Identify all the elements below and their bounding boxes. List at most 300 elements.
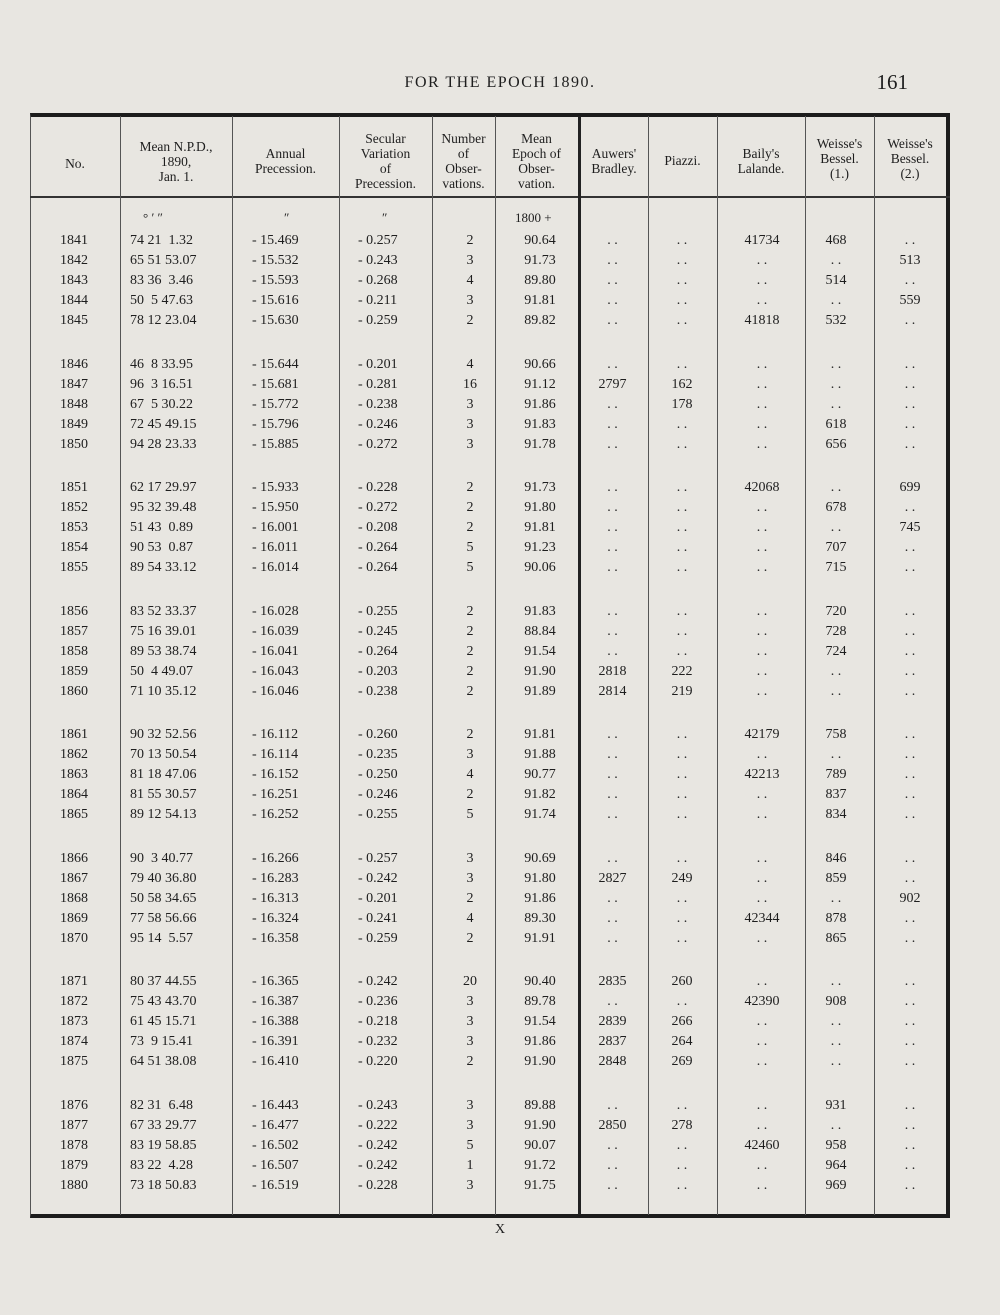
- bailys-lalande-ref: . .: [756, 623, 768, 639]
- weisse-bessel-1-ref: 656: [825, 436, 847, 452]
- weisse-bessel-2-ref: . .: [904, 1117, 916, 1133]
- col-header-bailys-lalande: Baily's Lalande.: [737, 146, 785, 176]
- number-of-observations: 2: [466, 480, 474, 495]
- mean-npd: 50 5 47.63: [130, 293, 193, 309]
- number-of-observations: 3: [466, 1177, 474, 1193]
- bailys-lalande-ref: . .: [756, 1034, 768, 1050]
- bailys-lalande-ref: . .: [756, 1177, 768, 1193]
- mean-npd: 77 58 56.66: [130, 910, 197, 926]
- auwers-bradley-ref: . .: [607, 396, 618, 412]
- piazzi-ref: . .: [676, 767, 688, 783]
- piazzi-ref: . .: [676, 1137, 688, 1153]
- number-of-observations: 3: [466, 416, 474, 432]
- star-number: 1868: [60, 890, 88, 906]
- col-header-number-obs: Number of Obser- vations.: [441, 131, 486, 191]
- secular-variation: - 0.242: [358, 1137, 398, 1153]
- weisse-bessel-2-ref: . .: [904, 787, 916, 803]
- mean-npd: 83 19 58.85: [130, 1137, 197, 1153]
- weisse-bessel-2-ref: . .: [904, 1097, 916, 1113]
- mean-npd: 75 43 43.70: [130, 994, 197, 1010]
- bailys-lalande-ref: . .: [756, 870, 768, 886]
- piazzi-ref: 278: [671, 1117, 693, 1133]
- annual-precession: - 16.410: [252, 1054, 299, 1070]
- number-of-observations: 2: [466, 643, 474, 659]
- secular-variation: - 0.272: [358, 436, 398, 452]
- bailys-lalande-ref: . .: [756, 1117, 768, 1133]
- weisse-bessel-1-ref: 715: [825, 560, 847, 576]
- star-number: 1880: [60, 1177, 88, 1193]
- column-divider: [578, 116, 581, 1215]
- number-of-observations: 2: [466, 313, 474, 329]
- mean-npd: 46 8 33.95: [130, 356, 193, 372]
- secular-variation: - 0.243: [358, 253, 398, 269]
- annual-precession: - 15.616: [252, 293, 299, 309]
- secular-variation: - 0.255: [358, 603, 398, 619]
- secular-variation: - 0.241: [358, 910, 398, 926]
- bailys-lalande-ref: . .: [756, 500, 768, 516]
- star-number: 1841: [60, 233, 88, 248]
- mean-epoch: 91.72: [524, 1157, 556, 1173]
- bailys-lalande-ref: . .: [756, 540, 768, 556]
- number-of-observations: 2: [466, 1054, 474, 1070]
- number-of-observations: 3: [466, 1097, 474, 1113]
- weisse-bessel-1-ref: . .: [830, 356, 842, 372]
- weisse-bessel-2-ref: . .: [904, 930, 916, 946]
- weisse-bessel-2-ref: . .: [904, 603, 916, 619]
- weisse-bessel-1-ref: 707: [825, 540, 847, 556]
- secular-variation: - 0.281: [358, 376, 398, 392]
- weisse-bessel-2-ref: . .: [904, 910, 916, 926]
- secular-variation: - 0.242: [358, 974, 398, 989]
- auwers-bradley-ref: 2835: [598, 974, 627, 989]
- mean-npd: 79 40 36.80: [130, 870, 197, 886]
- auwers-bradley-ref: . .: [607, 643, 618, 659]
- weisse-bessel-1-ref: . .: [830, 1054, 842, 1070]
- auwers-bradley-ref: . .: [607, 313, 618, 329]
- number-of-observations: 2: [466, 930, 474, 946]
- number-of-observations: 3: [466, 293, 474, 309]
- piazzi-ref: . .: [676, 603, 688, 619]
- auwers-bradley-ref: . .: [607, 603, 618, 619]
- star-number: 1860: [60, 683, 88, 699]
- col-header-weisse-bessel-1: Weisse's Bessel. (1.): [816, 136, 863, 181]
- star-number: 1870: [60, 930, 88, 946]
- mean-npd: 50 4 49.07: [130, 663, 193, 679]
- col-header-weisse-bessel-2: Weisse's Bessel. (2.): [887, 136, 933, 181]
- mean-epoch: 90.66: [524, 356, 556, 372]
- weisse-bessel-2-ref: . .: [904, 313, 916, 329]
- weisse-bessel-2-ref: . .: [904, 747, 916, 763]
- star-number: 1845: [60, 313, 88, 329]
- weisse-bessel-2-ref: . .: [904, 1137, 916, 1153]
- secular-variation: - 0.203: [358, 663, 398, 679]
- bailys-lalande-ref: . .: [756, 520, 768, 536]
- secular-variation: - 0.208: [358, 520, 398, 536]
- weisse-bessel-2-ref: . .: [904, 1054, 916, 1070]
- mean-npd: 74 21 1.32: [130, 233, 193, 248]
- mean-epoch: 89.88: [524, 1097, 556, 1113]
- weisse-bessel-2-ref: . .: [904, 273, 916, 289]
- star-number: 1863: [60, 767, 88, 783]
- secular-variation: - 0.260: [358, 727, 398, 742]
- weisse-bessel-2-ref: . .: [904, 623, 916, 639]
- annual-precession: - 15.644: [252, 356, 299, 372]
- auwers-bradley-ref: . .: [607, 520, 618, 536]
- number-of-observations: 3: [466, 436, 474, 452]
- number-of-observations: 4: [466, 910, 474, 926]
- signature-mark: X: [494, 1222, 506, 1237]
- star-number: 1853: [60, 520, 88, 536]
- mean-epoch: 91.83: [524, 603, 556, 619]
- secular-variation: - 0.242: [358, 870, 398, 886]
- mean-epoch: 91.73: [524, 253, 556, 269]
- annual-precession: - 16.358: [252, 930, 299, 946]
- number-of-observations: 2: [466, 233, 474, 248]
- star-number: 1874: [60, 1034, 88, 1050]
- bailys-lalande-ref: . .: [756, 396, 768, 412]
- piazzi-ref: . .: [676, 727, 688, 742]
- weisse-bessel-1-ref: 514: [825, 273, 847, 289]
- auwers-bradley-ref: . .: [607, 994, 618, 1010]
- mean-npd: 96 3 16.51: [130, 376, 193, 392]
- mean-npd: 64 51 38.08: [130, 1054, 197, 1070]
- weisse-bessel-1-ref: 964: [825, 1157, 847, 1173]
- bailys-lalande-ref: . .: [756, 253, 768, 269]
- annual-precession: - 16.283: [252, 870, 299, 886]
- auwers-bradley-ref: 2827: [598, 870, 627, 886]
- mean-epoch: 90.06: [524, 560, 556, 576]
- piazzi-ref: . .: [676, 850, 688, 866]
- star-number: 1872: [60, 994, 88, 1010]
- mean-epoch: 91.82: [524, 787, 556, 803]
- annual-precession: - 16.043: [252, 663, 299, 679]
- mean-epoch: 91.86: [524, 890, 556, 906]
- star-number: 1843: [60, 273, 88, 289]
- secular-variation: - 0.268: [358, 273, 398, 289]
- star-number: 1864: [60, 787, 88, 803]
- annual-precession: - 16.324: [252, 910, 299, 926]
- bailys-lalande-ref: . .: [756, 683, 768, 699]
- weisse-bessel-1-ref: . .: [830, 1117, 842, 1133]
- weisse-bessel-2-ref: 513: [899, 253, 921, 269]
- weisse-bessel-1-ref: 724: [825, 643, 847, 659]
- weisse-bessel-1-ref: 958: [825, 1137, 847, 1153]
- number-of-observations: 3: [466, 870, 474, 886]
- weisse-bessel-1-ref: . .: [830, 253, 842, 269]
- column-divider: [120, 116, 121, 1215]
- bailys-lalande-ref: 41734: [744, 233, 780, 248]
- weisse-bessel-2-ref: . .: [904, 1034, 916, 1050]
- mean-npd: 90 3 40.77: [130, 850, 193, 866]
- mean-epoch: 91.81: [524, 293, 556, 309]
- number-of-observations: 16: [463, 376, 477, 392]
- star-number: 1875: [60, 1054, 88, 1070]
- secular-variation: - 0.246: [358, 416, 398, 432]
- mean-epoch: 91.74: [524, 807, 556, 823]
- annual-precession: - 16.046: [252, 683, 299, 699]
- piazzi-ref: 162: [671, 376, 693, 392]
- mean-npd: 61 45 15.71: [130, 1014, 197, 1030]
- secular-variation: - 0.228: [358, 480, 398, 495]
- weisse-bessel-2-ref: . .: [904, 233, 916, 248]
- annual-precession: - 16.388: [252, 1014, 299, 1030]
- mean-npd: 81 18 47.06: [130, 767, 197, 783]
- piazzi-ref: . .: [676, 930, 688, 946]
- mean-npd: 83 22 4.28: [130, 1157, 193, 1173]
- weisse-bessel-2-ref: . .: [904, 500, 916, 516]
- weisse-bessel-1-ref: . .: [830, 520, 842, 536]
- auwers-bradley-ref: . .: [607, 850, 618, 866]
- weisse-bessel-2-ref: 745: [899, 520, 921, 536]
- mean-epoch: 89.30: [524, 910, 556, 926]
- weisse-bessel-2-ref: . .: [904, 850, 916, 866]
- bailys-lalande-ref: 42390: [744, 994, 780, 1010]
- precession-units: ″: [284, 210, 290, 225]
- auwers-bradley-ref: . .: [607, 253, 618, 269]
- mean-npd: 75 16 39.01: [130, 623, 197, 639]
- star-number: 1852: [60, 500, 88, 516]
- annual-precession: - 16.014: [252, 560, 299, 576]
- mean-npd: 67 5 30.22: [130, 396, 193, 412]
- column-divider: [432, 116, 433, 1215]
- weisse-bessel-1-ref: 837: [825, 787, 847, 803]
- weisse-bessel-2-ref: . .: [904, 1014, 916, 1030]
- number-of-observations: 2: [466, 623, 474, 639]
- weisse-bessel-1-ref: 789: [825, 767, 847, 783]
- piazzi-ref: . .: [676, 1177, 688, 1193]
- number-of-observations: 3: [466, 1014, 474, 1030]
- weisse-bessel-1-ref: 908: [825, 994, 847, 1010]
- col-header-piazzi: Piazzi.: [664, 153, 701, 168]
- star-number: 1857: [60, 623, 88, 639]
- secular-variation: - 0.218: [358, 1014, 398, 1030]
- number-of-observations: 5: [466, 1137, 474, 1153]
- star-number: 1869: [60, 910, 88, 926]
- mean-npd: 70 13 50.54: [130, 747, 197, 763]
- col-header-auwers-bradley: Auwers' Bradley.: [591, 146, 637, 176]
- weisse-bessel-2-ref: . .: [904, 974, 916, 989]
- auwers-bradley-ref: . .: [607, 480, 618, 495]
- weisse-bessel-2-ref: . .: [904, 416, 916, 432]
- star-number: 1876: [60, 1097, 88, 1113]
- piazzi-ref: . .: [676, 313, 688, 329]
- number-of-observations: 3: [466, 253, 474, 269]
- mean-epoch: 91.54: [524, 643, 556, 659]
- weisse-bessel-1-ref: 468: [825, 233, 847, 248]
- weisse-bessel-1-ref: . .: [830, 376, 842, 392]
- auwers-bradley-ref: . .: [607, 273, 618, 289]
- bailys-lalande-ref: . .: [756, 1097, 768, 1113]
- piazzi-ref: 269: [671, 1054, 693, 1070]
- piazzi-ref: . .: [676, 480, 688, 495]
- star-number: 1844: [60, 293, 88, 309]
- piazzi-ref: 222: [671, 663, 693, 679]
- weisse-bessel-2-ref: . .: [904, 870, 916, 886]
- mean-epoch: 91.88: [524, 747, 556, 763]
- number-of-observations: 2: [466, 500, 474, 516]
- weisse-bessel-1-ref: . .: [830, 747, 842, 763]
- mean-epoch: 91.81: [524, 520, 556, 536]
- mean-npd: 51 43 0.89: [130, 520, 193, 536]
- star-number: 1855: [60, 560, 88, 576]
- annual-precession: - 16.313: [252, 890, 299, 906]
- mean-epoch: 88.84: [524, 623, 556, 639]
- piazzi-ref: . .: [676, 994, 688, 1010]
- bailys-lalande-ref: 42460: [744, 1137, 780, 1153]
- secular-variation: - 0.250: [358, 767, 398, 783]
- bailys-lalande-ref: 42213: [744, 767, 780, 783]
- weisse-bessel-2-ref: . .: [904, 540, 916, 556]
- auwers-bradley-ref: 2837: [598, 1034, 627, 1050]
- annual-precession: - 15.796: [252, 416, 299, 432]
- mean-epoch: 91.81: [524, 727, 556, 742]
- mean-epoch: 90.07: [524, 1137, 556, 1153]
- weisse-bessel-2-ref: . .: [904, 396, 916, 412]
- mean-npd: 83 52 33.37: [130, 603, 197, 619]
- column-divider: [339, 116, 340, 1215]
- page-number: 161: [876, 70, 908, 94]
- secular-variation: - 0.243: [358, 1097, 398, 1113]
- piazzi-ref: . .: [676, 1097, 688, 1113]
- mean-npd: 90 53 0.87: [130, 540, 193, 556]
- number-of-observations: 5: [466, 560, 474, 576]
- weisse-bessel-1-ref: 728: [825, 623, 847, 639]
- bailys-lalande-ref: . .: [756, 560, 768, 576]
- secular-variation: - 0.259: [358, 930, 398, 946]
- secular-variation: - 0.259: [358, 313, 398, 329]
- weisse-bessel-1-ref: 878: [825, 910, 847, 926]
- bailys-lalande-ref: . .: [756, 436, 768, 452]
- weisse-bessel-2-ref: 559: [899, 293, 921, 309]
- weisse-bessel-2-ref: . .: [904, 643, 916, 659]
- annual-precession: - 16.001: [252, 520, 299, 536]
- bailys-lalande-ref: . .: [756, 663, 768, 679]
- col-header-annual-precession: Annual Precession.: [254, 146, 317, 176]
- auwers-bradley-ref: . .: [607, 233, 618, 248]
- piazzi-ref: 264: [671, 1034, 693, 1050]
- auwers-bradley-ref: 2848: [598, 1054, 627, 1070]
- mean-npd: 89 12 54.13: [130, 807, 197, 823]
- annual-precession: - 16.519: [252, 1177, 299, 1193]
- mean-epoch: 91.73: [524, 480, 556, 495]
- number-of-observations: 3: [466, 747, 474, 763]
- mean-epoch: 90.77: [524, 767, 556, 783]
- mean-npd: 89 54 33.12: [130, 560, 197, 576]
- piazzi-ref: . .: [676, 787, 688, 803]
- mean-epoch: 91.89: [524, 683, 556, 699]
- number-of-observations: 3: [466, 850, 474, 866]
- weisse-bessel-1-ref: . .: [830, 890, 842, 906]
- annual-precession: - 16.152: [252, 767, 299, 783]
- annual-precession: - 16.112: [252, 727, 299, 742]
- number-of-observations: 2: [466, 890, 474, 906]
- bailys-lalande-ref: . .: [756, 273, 768, 289]
- number-of-observations: 2: [466, 727, 474, 742]
- piazzi-ref: . .: [676, 890, 688, 906]
- weisse-bessel-1-ref: 859: [825, 870, 847, 886]
- secular-variation: - 0.228: [358, 1177, 398, 1193]
- col-header-mean-epoch: Mean Epoch of Obser- vation.: [511, 131, 562, 191]
- star-number: 1850: [60, 436, 88, 452]
- number-of-observations: 2: [466, 683, 474, 699]
- star-number: 1867: [60, 870, 88, 886]
- piazzi-ref: 266: [671, 1014, 693, 1030]
- auwers-bradley-ref: . .: [607, 293, 618, 309]
- star-number: 1848: [60, 396, 88, 412]
- weisse-bessel-2-ref: 902: [899, 890, 921, 906]
- bailys-lalande-ref: . .: [756, 1157, 768, 1173]
- secular-variation: - 0.264: [358, 643, 398, 659]
- weisse-bessel-1-ref: 834: [825, 807, 847, 823]
- weisse-bessel-2-ref: . .: [904, 727, 916, 742]
- star-number: 1859: [60, 663, 88, 679]
- mean-epoch: 91.86: [524, 1034, 556, 1050]
- mean-npd: 50 58 34.65: [130, 890, 197, 906]
- weisse-bessel-1-ref: 969: [825, 1177, 847, 1193]
- mean-npd: 94 28 23.33: [130, 436, 197, 452]
- annual-precession: - 16.477: [252, 1117, 299, 1133]
- annual-precession: - 15.933: [252, 480, 299, 495]
- mean-npd: 80 37 44.55: [130, 974, 197, 989]
- mean-epoch: 91.80: [524, 870, 556, 886]
- number-of-observations: 3: [466, 1117, 474, 1133]
- weisse-bessel-2-ref: . .: [904, 376, 916, 392]
- secular-variation: - 0.222: [358, 1117, 398, 1133]
- bailys-lalande-ref: . .: [756, 930, 768, 946]
- piazzi-ref: . .: [676, 807, 688, 823]
- mean-epoch: 90.40: [524, 974, 556, 989]
- number-of-observations: 3: [466, 994, 474, 1010]
- annual-precession: - 16.041: [252, 643, 299, 659]
- piazzi-ref: . .: [676, 1157, 688, 1173]
- secular-variation: - 0.246: [358, 787, 398, 803]
- piazzi-ref: . .: [676, 540, 688, 556]
- page-title: FOR THE EPOCH 1890.: [404, 74, 596, 91]
- col-header-npd: Mean N.P.D., 1890, Jan. 1.: [139, 139, 213, 184]
- npd-units: ° ′ ″: [143, 210, 163, 225]
- auwers-bradley-ref: . .: [607, 727, 618, 742]
- mean-npd: 73 9 15.41: [130, 1034, 193, 1050]
- mean-npd: 73 18 50.83: [130, 1177, 197, 1193]
- annual-precession: - 16.251: [252, 787, 299, 803]
- piazzi-ref: . .: [676, 560, 688, 576]
- weisse-bessel-1-ref: . .: [830, 293, 842, 309]
- number-of-observations: 5: [466, 540, 474, 556]
- auwers-bradley-ref: . .: [607, 560, 618, 576]
- bailys-lalande-ref: . .: [756, 643, 768, 659]
- bailys-lalande-ref: . .: [756, 850, 768, 866]
- piazzi-ref: . .: [676, 293, 688, 309]
- mean-npd: 62 17 29.97: [130, 480, 197, 495]
- number-of-observations: 2: [466, 603, 474, 619]
- mean-npd: 72 45 49.15: [130, 416, 197, 432]
- secular-variation: - 0.220: [358, 1054, 398, 1070]
- mean-npd: 65 51 53.07: [130, 253, 197, 269]
- weisse-bessel-1-ref: . .: [830, 663, 842, 679]
- column-divider: [717, 116, 718, 1215]
- number-of-observations: 3: [466, 396, 474, 412]
- mean-npd: 89 53 38.74: [130, 643, 197, 659]
- piazzi-ref: . .: [676, 416, 688, 432]
- column-divider: [232, 116, 233, 1215]
- weisse-bessel-1-ref: . .: [830, 396, 842, 412]
- star-number: 1861: [60, 727, 88, 742]
- weisse-bessel-2-ref: . .: [904, 807, 916, 823]
- mean-npd: 82 31 6.48: [130, 1097, 193, 1113]
- star-number: 1877: [60, 1117, 88, 1133]
- piazzi-ref: 178: [671, 396, 693, 412]
- secular-units: ″: [382, 210, 388, 225]
